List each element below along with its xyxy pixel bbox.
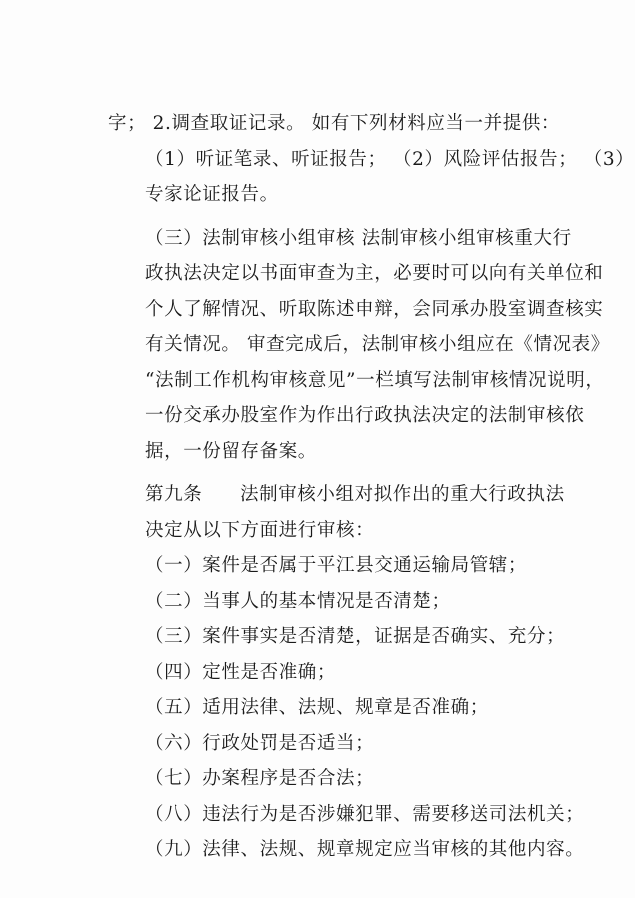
text-line: 字； 2.调查取证记录。 如有下列材料应当一并提供： — [108, 113, 561, 134]
list-item: （一）案件是否属于平江县交通运输局管辖； — [145, 555, 528, 576]
text-line: 个人了解情况、听取陈述申辩，会同承办股室调查核实 — [145, 298, 604, 320]
paragraph-review-section-three — [108, 221, 610, 470]
list-item: （四）定性是否准确； — [145, 661, 337, 683]
text-line: 政执法决定以书面审查为主，必要时可以向有关单位和 — [145, 263, 604, 284]
list-item: （九）法律、法规、规章规定应当审核的其他内容。 — [145, 839, 585, 860]
text-line: （三）法制审核小组审核 法制审核小组审核重大行 — [145, 227, 572, 249]
list-item: （七）办案程序是否合法； — [145, 768, 375, 789]
text-line: 决定从以下方面进行审核： — [145, 519, 375, 541]
list-item: （三）案件事实是否清楚，证据是否确实、充分； — [145, 626, 566, 647]
list-item: （五）适用法律、法规、规章是否准确； — [145, 697, 489, 718]
text-line — [108, 477, 565, 513]
text-line: 据，一份留存备案。 — [145, 440, 317, 462]
text-line: 专家论证报告。 — [145, 184, 279, 205]
text-line: 一份交承办股室作为作出行政执法决定的法制审核依 — [145, 405, 585, 426]
review-items-list — [108, 548, 585, 868]
article-number: 第九条 — [145, 484, 203, 505]
list-item: （六）行政处罚是否适当； — [145, 732, 375, 754]
text-line: （1）听证笔录、听证报告； （2）风险评估报告； （3） — [145, 148, 635, 170]
article-text: 法制审核小组对拟作出的重大行政执法 — [240, 484, 565, 505]
paragraph-materials — [108, 106, 635, 213]
article-nine — [108, 477, 565, 548]
list-item: （八）违法行为是否涉嫌犯罪、需要移送司法机关； — [145, 803, 585, 825]
text-line: “法制工作机构审核意见”一栏填写法制审核情况说明， — [145, 369, 605, 391]
list-item: （二）当事人的基本情况是否清楚； — [145, 590, 451, 612]
document-body — [108, 106, 635, 868]
text-line: 有关情况。 审查完成后，法制审核小组应在《情况表》 — [145, 334, 610, 355]
